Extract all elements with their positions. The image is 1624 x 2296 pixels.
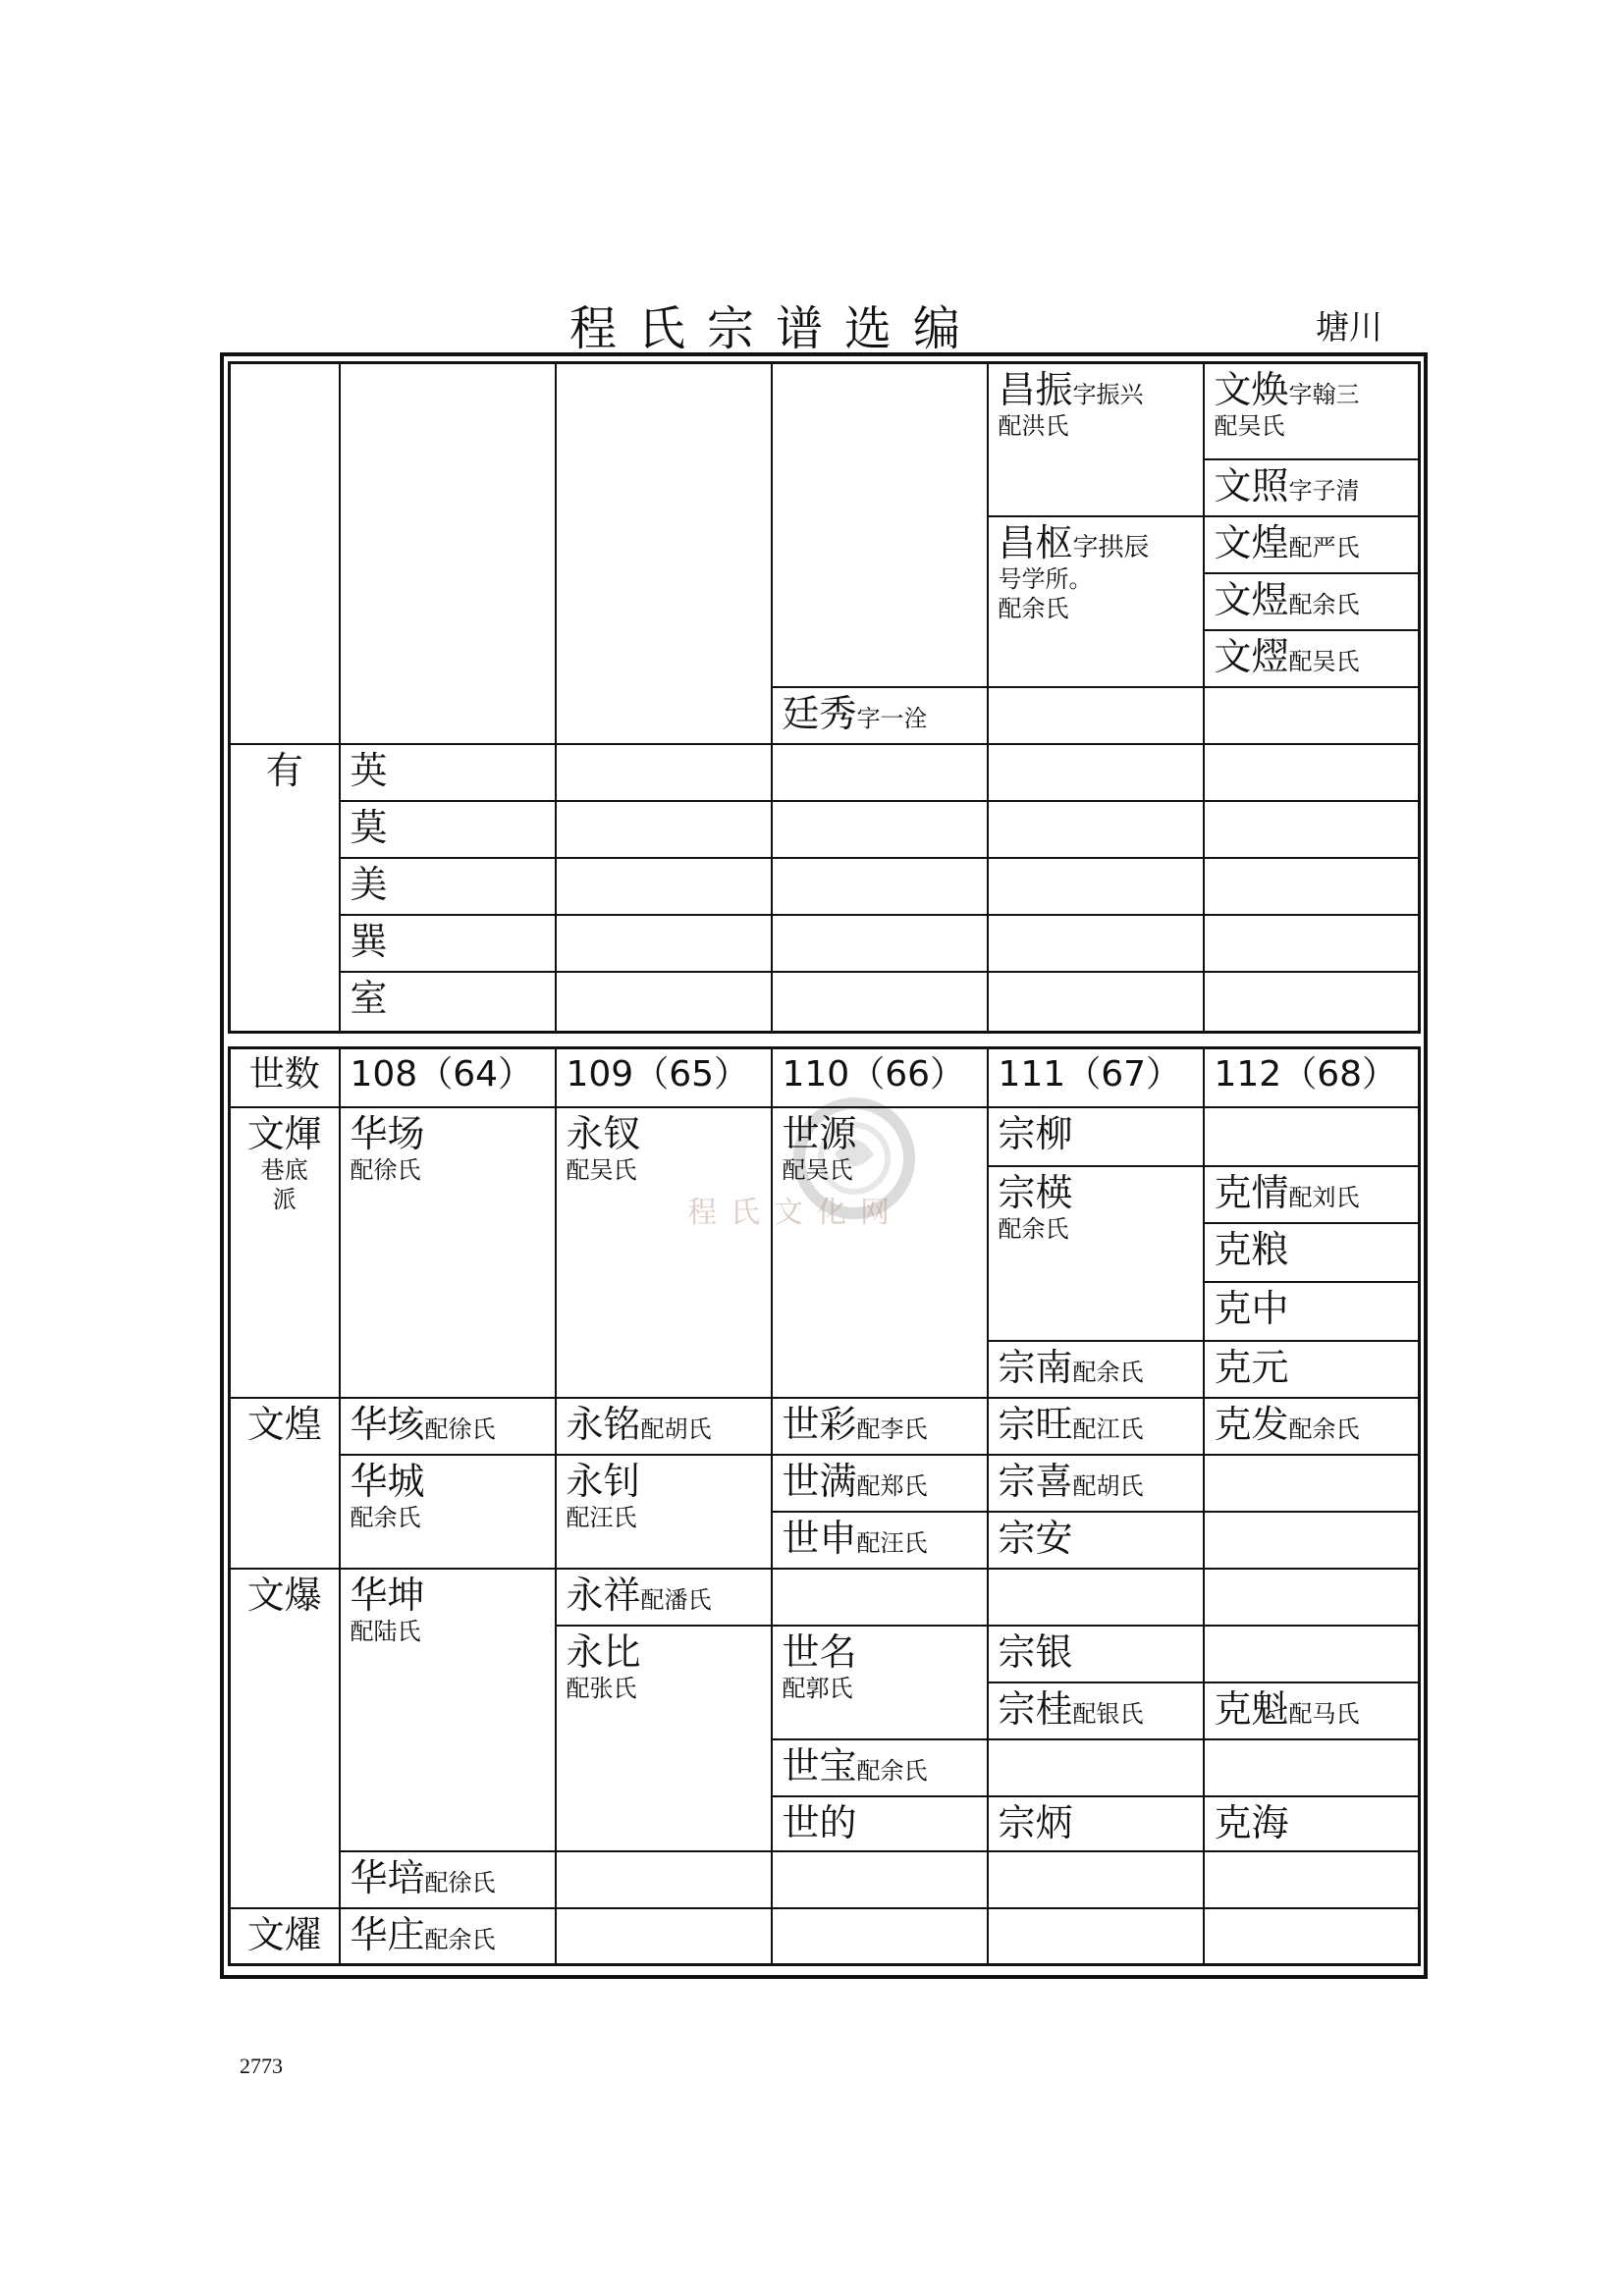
person-name: 世名 (782, 1629, 857, 1674)
person-name: 昌枢 (998, 520, 1073, 564)
person-name: 华培 (350, 1855, 425, 1899)
empty-cell (1204, 1107, 1420, 1166)
empty-cell (1204, 915, 1420, 972)
person-mei (340, 858, 556, 915)
person-name: 世满 (782, 1459, 857, 1503)
person-spouse: 配洪氏 (998, 412, 1069, 440)
empty-cell (988, 1908, 1204, 1965)
person-wenyi (1204, 630, 1420, 687)
person-name: 英 (350, 748, 388, 792)
person-name: 华庄 (350, 1912, 425, 1956)
header-text: 109（65） (566, 1054, 750, 1095)
person-yongming (556, 1398, 772, 1455)
person-name: 克元 (1214, 1345, 1289, 1389)
empty-cell (988, 1851, 1204, 1908)
empty-cell (1204, 1739, 1420, 1796)
person-kehai (1204, 1796, 1420, 1851)
person-spouse: 配余氏 (1288, 590, 1360, 618)
person-spouse: 配陆氏 (350, 1617, 421, 1645)
person-yongsou (556, 1107, 772, 1398)
header-gen-111 (988, 1048, 1204, 1107)
person-spouse: 配汪氏 (566, 1503, 637, 1531)
person-wenyu (1204, 573, 1420, 630)
person-spouse: 配张氏 (566, 1674, 637, 1702)
empty-cell (988, 687, 1204, 744)
person-kezhong (1204, 1282, 1420, 1341)
person-note: 字拱辰 (1072, 532, 1150, 562)
person-name: 美 (350, 862, 388, 906)
person-wenhuang2 (230, 1398, 340, 1569)
person-zongan (988, 1512, 1204, 1569)
empty-cell (1204, 972, 1420, 1033)
person-name: 宗银 (998, 1629, 1073, 1674)
person-keliang (1204, 1223, 1420, 1282)
person-name: 文熤 (1214, 634, 1289, 678)
empty-cell (772, 858, 988, 915)
person-wenhui (230, 1107, 340, 1398)
person-name: 克魁 (1214, 1686, 1289, 1731)
person-wenhuan (1204, 363, 1420, 459)
person-name: 文煜 (1214, 577, 1289, 621)
person-spouse: 配徐氏 (424, 1415, 496, 1443)
person-name: 克情 (1214, 1170, 1289, 1214)
person-shiyuan (772, 1107, 988, 1398)
empty-cell (772, 1569, 988, 1626)
person-name: 宗安 (998, 1516, 1073, 1560)
person-name: 永比 (566, 1629, 641, 1674)
person-spouse: 配余氏 (998, 594, 1069, 622)
empty-cell (556, 1908, 772, 1965)
empty-cell (772, 915, 988, 972)
person-name: 宗南 (998, 1345, 1073, 1389)
person-huacheng (340, 1455, 556, 1569)
header-gen-108 (340, 1048, 556, 1107)
empty-cell (556, 1851, 772, 1908)
empty-cell (556, 363, 772, 744)
person-name: 克发 (1214, 1402, 1289, 1446)
person-name: 宗炳 (998, 1800, 1073, 1844)
empty-cell (1204, 1455, 1420, 1512)
person-spouse: 配潘氏 (640, 1585, 712, 1614)
person-huapei (340, 1851, 556, 1908)
person-name: 有 (265, 748, 303, 792)
empty-cell (1204, 1569, 1420, 1626)
empty-cell (772, 1908, 988, 1965)
person-mo (340, 801, 556, 858)
person-keyuan (1204, 1341, 1420, 1398)
person-note: 字子清 (1288, 476, 1360, 505)
page-number: 2773 (240, 2054, 283, 2078)
person-zongying (988, 1166, 1204, 1341)
person-name: 永钊 (566, 1459, 641, 1503)
person-yongzhao (556, 1455, 772, 1569)
person-spouse: 配江氏 (1072, 1415, 1144, 1443)
person-spouse: 配余氏 (998, 1214, 1069, 1243)
person-name: 世申 (782, 1516, 857, 1560)
person-spouse: 配郭氏 (782, 1674, 853, 1702)
empty-cell (556, 801, 772, 858)
branch-label: 派 (272, 1185, 297, 1213)
header-text: 110（66） (782, 1054, 966, 1095)
person-name: 宗楧 (998, 1170, 1073, 1214)
person-name: 永铭 (566, 1402, 641, 1446)
person-name: 宗桂 (998, 1686, 1073, 1731)
empty-cell (1204, 801, 1420, 858)
person-name: 克中 (1214, 1286, 1289, 1330)
person-keqing (1204, 1166, 1420, 1223)
person-zongxi (988, 1455, 1204, 1512)
person-spouse: 配徐氏 (350, 1155, 421, 1184)
person-note2: 号学所。 (998, 564, 1093, 593)
person-huagai (340, 1398, 556, 1455)
person-wenyao (230, 1908, 340, 1965)
person-spouse: 配胡氏 (1072, 1471, 1144, 1500)
empty-cell (230, 363, 340, 744)
empty-cell (988, 858, 1204, 915)
person-name: 文煇 (246, 1111, 322, 1155)
header-text: 108（64） (350, 1054, 534, 1095)
person-zonggui (988, 1682, 1204, 1739)
person-spouse: 配汪氏 (856, 1528, 928, 1557)
empty-cell (772, 801, 988, 858)
person-spouse: 配吴氏 (782, 1155, 853, 1184)
person-name: 文煌 (1214, 520, 1289, 564)
header-gen-109 (556, 1048, 772, 1107)
empty-cell (1204, 1851, 1420, 1908)
empty-cell (1204, 744, 1420, 801)
person-name: 克海 (1214, 1800, 1289, 1844)
person-spouse: 配李氏 (856, 1415, 928, 1443)
person-name: 世宝 (782, 1743, 857, 1788)
person-name: 文照 (1214, 463, 1289, 507)
person-kekui (1204, 1682, 1420, 1739)
person-kefa (1204, 1398, 1420, 1455)
empty-cell (772, 972, 988, 1033)
region-label: 塘川 (1316, 308, 1382, 347)
empty-cell (1204, 1626, 1420, 1682)
person-shiming (772, 1626, 988, 1739)
header-text: 世数 (248, 1054, 320, 1095)
person-spouse: 配余氏 (1072, 1358, 1144, 1386)
person-name: 宗旺 (998, 1402, 1073, 1446)
empty-cell (772, 1851, 988, 1908)
empty-cell (988, 972, 1204, 1033)
person-huayang (340, 1107, 556, 1398)
person-spouse: 配银氏 (1072, 1699, 1144, 1728)
person-name: 永钗 (566, 1111, 641, 1155)
person-name: 巽 (350, 919, 388, 963)
person-name: 文煌 (246, 1402, 322, 1446)
header-gen-112 (1204, 1048, 1420, 1107)
person-spouse: 配吴氏 (1214, 412, 1285, 440)
empty-cell (988, 1569, 1204, 1626)
person-spouse: 配吴氏 (566, 1155, 637, 1184)
person-name: 文爆 (246, 1573, 322, 1617)
empty-cell (556, 972, 772, 1033)
person-name: 世源 (782, 1111, 857, 1155)
person-shide (772, 1796, 988, 1851)
empty-cell (988, 744, 1204, 801)
empty-cell (1204, 1512, 1420, 1569)
person-name: 世彩 (782, 1402, 857, 1446)
person-tingxiu (772, 687, 988, 744)
person-zongnan (988, 1341, 1204, 1398)
empty-cell (988, 1739, 1204, 1796)
person-spouse: 配余氏 (424, 1925, 496, 1953)
person-name: 华垓 (350, 1402, 425, 1446)
person-spouse: 配余氏 (350, 1503, 421, 1531)
person-name: 永祥 (566, 1573, 641, 1617)
person-you (230, 744, 340, 1033)
header-text: 112（68） (1214, 1054, 1398, 1095)
person-spouse: 配郑氏 (856, 1471, 928, 1500)
empty-cell (556, 858, 772, 915)
person-yongxiang (556, 1569, 772, 1626)
person-name: 克粮 (1214, 1227, 1289, 1271)
person-name: 宗喜 (998, 1459, 1073, 1503)
person-huakun (340, 1569, 556, 1851)
page-title: 程氏宗谱选编 (569, 301, 983, 356)
person-name: 世的 (782, 1800, 857, 1844)
person-zongwang (988, 1398, 1204, 1455)
person-spouse: 配徐氏 (424, 1868, 496, 1896)
person-name: 廷秀 (782, 691, 857, 735)
empty-cell (556, 744, 772, 801)
person-name: 文燿 (246, 1912, 322, 1956)
empty-cell (340, 363, 556, 744)
header-gen-110 (772, 1048, 988, 1107)
empty-cell (772, 744, 988, 801)
person-zongbing (988, 1796, 1204, 1851)
genealogy-table-upper (228, 361, 1421, 1034)
person-spouse: 配余氏 (856, 1756, 928, 1785)
empty-cell (1204, 1908, 1420, 1965)
person-zongyin (988, 1626, 1204, 1682)
person-note: 字一洤 (856, 704, 928, 732)
watermark-text: 程氏文化网 (687, 1196, 903, 1230)
person-note: 字振兴 (1072, 381, 1144, 408)
empty-cell (1204, 687, 1420, 744)
person-name: 华城 (350, 1459, 425, 1503)
person-spouse: 配吴氏 (1288, 647, 1360, 675)
person-name: 室 (350, 976, 388, 1020)
header-text: 111（67） (998, 1054, 1182, 1095)
person-wenbao (230, 1569, 340, 1908)
person-name: 华坤 (350, 1573, 425, 1617)
branch-label: 巷底 (260, 1155, 308, 1184)
header-label (230, 1048, 340, 1107)
person-shishen (772, 1512, 988, 1569)
person-name: 莫 (350, 805, 388, 849)
person-wenhuang (1204, 516, 1420, 573)
person-zongliu (988, 1107, 1204, 1166)
person-name: 华场 (350, 1111, 425, 1155)
person-changshu (988, 516, 1204, 687)
person-yongbi (556, 1626, 772, 1851)
person-spouse: 配马氏 (1288, 1699, 1360, 1728)
person-changzhen (988, 363, 1204, 516)
person-name: 宗柳 (998, 1111, 1073, 1155)
person-wenzhao (1204, 459, 1420, 516)
empty-cell (988, 915, 1204, 972)
empty-cell (988, 801, 1204, 858)
person-shicai (772, 1398, 988, 1455)
person-shi (340, 972, 556, 1033)
person-spouse: 配余氏 (1288, 1415, 1360, 1443)
person-ying (340, 744, 556, 801)
person-name: 昌振 (998, 368, 1073, 411)
person-spouse: 配刘氏 (1288, 1183, 1360, 1211)
person-spouse: 配严氏 (1288, 533, 1360, 561)
person-shiman (772, 1455, 988, 1512)
person-note: 字翰三 (1288, 381, 1360, 408)
person-spouse: 配胡氏 (640, 1415, 712, 1443)
empty-cell (1204, 858, 1420, 915)
person-name: 文焕 (1214, 368, 1289, 411)
person-shibao (772, 1739, 988, 1796)
person-xun (340, 915, 556, 972)
genealogy-table-lower (228, 1046, 1421, 1966)
empty-cell (772, 363, 988, 687)
person-huazhuang (340, 1908, 556, 1965)
empty-cell (556, 915, 772, 972)
